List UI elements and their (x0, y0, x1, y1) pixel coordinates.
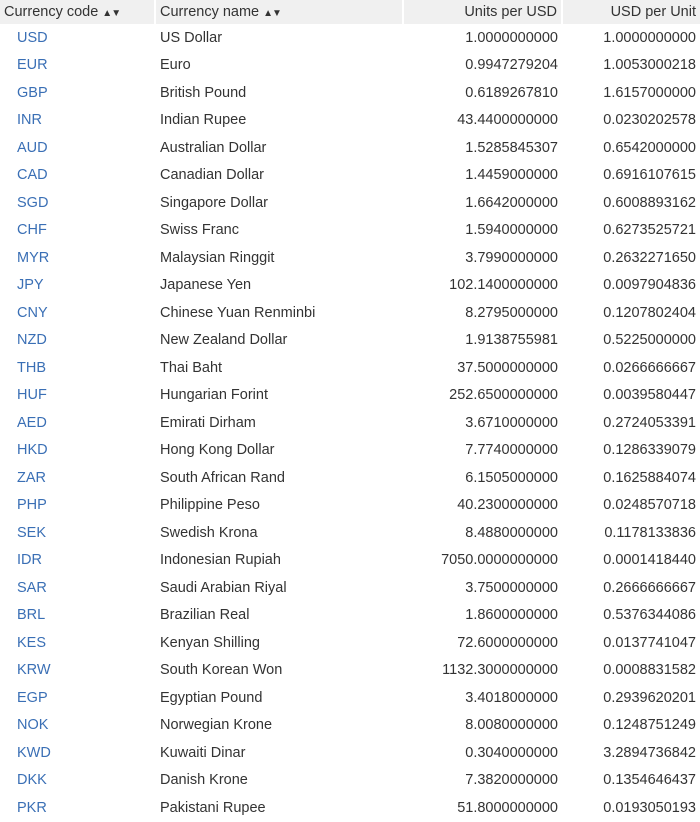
currency-code-link[interactable]: BRL (17, 607, 46, 624)
table-header (0, 0, 700, 24)
units-per-usd-cell: 40.2300000000 (457, 497, 558, 514)
table-row (0, 602, 700, 630)
currency-name-cell: Japanese Yen (160, 277, 252, 294)
usd-per-unit-cell: 0.2939620201 (603, 689, 696, 706)
table-row (0, 244, 700, 272)
usd-per-unit-cell: 0.5376344086 (603, 607, 696, 624)
currency-name-cell: Canadian Dollar (160, 167, 264, 184)
currency-name-cell: South Korean Won (160, 662, 283, 679)
table-row (0, 629, 700, 657)
units-per-usd-cell: 3.6710000000 (465, 414, 558, 431)
currency-name-cell: Swiss Franc (160, 222, 239, 239)
table-row (0, 107, 700, 135)
table-row (0, 52, 700, 80)
sort-arrows-icon[interactable]: ▲▼ (263, 8, 281, 19)
units-per-usd-cell: 1.8600000000 (465, 607, 558, 624)
usd-per-unit-cell: 0.6273525721 (603, 222, 696, 239)
currency-code-link[interactable]: NOK (17, 717, 49, 734)
units-per-usd-cell: 252.6500000000 (449, 387, 558, 404)
usd-per-unit-cell: 3.2894736842 (603, 744, 696, 761)
currency-name-cell: Malaysian Ringgit (160, 249, 275, 266)
units-per-usd-cell: 8.2795000000 (465, 304, 558, 321)
table-row (0, 767, 700, 795)
header-currency-code[interactable] (0, 0, 155, 24)
currency-name-cell: Chinese Yuan Renminbi (160, 304, 316, 321)
table-row (0, 299, 700, 327)
currency-name-cell: Egyptian Pound (160, 689, 263, 706)
table-row (0, 217, 700, 245)
currency-code-link[interactable]: EUR (17, 57, 48, 74)
currency-name-cell: Norwegian Krone (160, 717, 273, 734)
units-per-usd-cell: 3.7500000000 (465, 579, 558, 596)
usd-per-unit-cell: 0.0193050193 (603, 799, 696, 816)
currency-name-cell: New Zealand Dollar (160, 332, 288, 349)
currency-code-link[interactable]: GBP (17, 84, 48, 101)
units-per-usd-cell: 1.6642000000 (465, 194, 558, 211)
currency-name-cell: Euro (160, 57, 191, 74)
units-per-usd-cell: 1.0000000000 (465, 29, 558, 46)
units-per-usd-cell: 1.5940000000 (465, 222, 558, 239)
currency-code-link[interactable]: USD (17, 29, 48, 46)
currency-code-link[interactable]: CHF (17, 222, 47, 239)
usd-per-unit-cell: 0.0097904836 (603, 277, 696, 294)
units-per-usd-cell: 43.4400000000 (457, 112, 558, 129)
table-row (0, 327, 700, 355)
currency-name-cell: Australian Dollar (160, 139, 267, 156)
currency-name-cell: Singapore Dollar (160, 194, 269, 211)
table-row (0, 272, 700, 300)
usd-per-unit-cell: 0.0001418440 (603, 552, 696, 569)
table-row (0, 79, 700, 107)
currency-name-cell: US Dollar (160, 29, 223, 46)
table-row (0, 134, 700, 162)
header-row (0, 0, 700, 24)
sort-arrows-icon[interactable]: ▲▼ (102, 8, 121, 19)
currency-code-link[interactable]: CNY (17, 304, 48, 321)
units-per-usd-cell: 37.5000000000 (457, 359, 558, 376)
usd-per-unit-cell: 0.1354646437 (603, 772, 696, 789)
table-row (0, 189, 700, 217)
currency-name-cell: Saudi Arabian Riyal (160, 579, 287, 596)
currency-code-link[interactable]: IDR (17, 552, 42, 569)
table-row (0, 162, 700, 190)
currency-name-cell: Thai Baht (160, 359, 223, 376)
units-per-usd-cell: 8.0080000000 (465, 717, 558, 734)
units-per-usd-cell: 72.6000000000 (457, 634, 558, 651)
currency-name-cell: Kuwaiti Dinar (160, 744, 246, 761)
units-per-usd-cell: 8.4880000000 (465, 524, 558, 541)
currency-code-link[interactable]: DKK (17, 772, 47, 789)
currency-code-link[interactable]: AED (17, 414, 47, 431)
currency-code-link[interactable]: MYR (17, 249, 50, 266)
units-per-usd-cell: 7050.0000000000 (441, 552, 558, 569)
table-row (0, 464, 700, 492)
currency-code-link[interactable]: PKR (17, 799, 47, 816)
usd-per-unit-cell: 0.1248751249 (603, 717, 696, 734)
usd-per-unit-cell: 0.2666666667 (603, 579, 696, 596)
currency-name-cell: Hong Kong Dollar (160, 442, 275, 459)
units-per-usd-cell: 1.9138755981 (465, 332, 558, 349)
currency-code-link[interactable]: ZAR (17, 469, 46, 486)
currency-code-link[interactable]: THB (17, 359, 46, 376)
units-per-usd-cell: 102.1400000000 (449, 277, 558, 294)
table-row (0, 547, 700, 575)
table-row (0, 24, 700, 52)
usd-per-unit-cell: 0.6542000000 (603, 139, 696, 156)
currency-name-cell: Danish Krone (160, 772, 248, 789)
currency-name-cell: Emirati Dirham (160, 414, 256, 431)
usd-per-unit-cell: 0.0248570718 (603, 497, 696, 514)
table-row (0, 492, 700, 520)
units-per-usd-cell: 1.5285845307 (465, 139, 558, 156)
usd-per-unit-cell: 1.0000000000 (603, 29, 696, 46)
currency-code-link[interactable]: SAR (17, 579, 47, 596)
currency-name-cell: Pakistani Rupee (160, 799, 266, 816)
currency-code-link[interactable]: KWD (17, 744, 51, 761)
units-per-usd-cell: 0.9947279204 (465, 57, 558, 74)
usd-per-unit-cell: 0.6916107615 (603, 167, 696, 184)
usd-per-unit-cell: 0.1625884074 (603, 469, 696, 486)
table-row (0, 519, 700, 547)
usd-per-unit-cell: 0.0008831582 (603, 662, 696, 679)
units-per-usd-cell: 51.8000000000 (457, 799, 558, 816)
currency-name-cell: Brazilian Real (160, 607, 250, 624)
units-per-usd-cell: 7.3820000000 (465, 772, 558, 789)
usd-per-unit-cell: 1.0053000218 (603, 57, 696, 74)
usd-per-unit-cell: 0.0039580447 (603, 387, 696, 404)
table-row (0, 574, 700, 602)
currency-code-link[interactable]: HKD (17, 442, 48, 459)
units-per-usd-cell: 0.3040000000 (465, 744, 558, 761)
table-row (0, 409, 700, 437)
currency-name-cell: British Pound (160, 84, 247, 101)
currency-code-link[interactable]: SEK (17, 524, 47, 541)
usd-per-unit-cell: 0.0266666667 (603, 359, 696, 376)
currency-code-link[interactable]: CAD (17, 167, 48, 184)
currency-code-link[interactable]: KRW (17, 662, 51, 679)
units-per-usd-cell: 3.4018000000 (465, 689, 558, 706)
currency-name-cell: Hungarian Forint (160, 387, 268, 404)
table-row (0, 684, 700, 712)
units-per-usd-cell: 1.4459000000 (465, 167, 558, 184)
currency-name-cell: Swedish Krona (160, 524, 258, 541)
header-units-per-usd: Units per USD (403, 0, 562, 24)
currency-code-link[interactable]: PHP (17, 497, 47, 514)
table-row (0, 739, 700, 767)
usd-per-unit-cell: 0.0230202578 (603, 112, 696, 129)
currency-name-cell: Kenyan Shilling (160, 634, 260, 651)
usd-per-unit-cell: 0.2632271650 (603, 249, 696, 266)
currency-code-link[interactable]: JPY (17, 277, 44, 294)
currency-code-link[interactable]: EGP (17, 689, 48, 706)
table-row (0, 437, 700, 465)
currency-name-cell: South African Rand (160, 469, 285, 486)
units-per-usd-cell: 7.7740000000 (465, 442, 558, 459)
currency-name-cell: Indonesian Rupiah (160, 552, 281, 569)
table-body (0, 24, 700, 822)
usd-per-unit-cell: 0.2724053391 (603, 414, 696, 431)
header-currency-code-label: Currency code (4, 4, 99, 20)
units-per-usd-cell: 6.1505000000 (465, 469, 558, 486)
table-row (0, 712, 700, 740)
currency-code-link[interactable]: SGD (17, 194, 49, 211)
usd-per-unit-cell: 0.5225000000 (603, 332, 696, 349)
usd-per-unit-cell: 0.1207802404 (603, 304, 696, 321)
table-row (0, 657, 700, 685)
usd-per-unit-cell: 0.0137741047 (603, 634, 696, 651)
currency-code-link[interactable]: AUD (17, 139, 48, 156)
currency-name-cell: Indian Rupee (160, 112, 247, 129)
usd-per-unit-cell: 1.6157000000 (603, 84, 696, 101)
usd-per-unit-cell: 0.1286339079 (603, 442, 696, 459)
currency-code-link[interactable]: NZD (17, 332, 47, 349)
currency-code-link[interactable]: KES (17, 634, 47, 651)
units-per-usd-cell: 3.7990000000 (465, 249, 558, 266)
units-per-usd-cell: 1132.3000000000 (442, 662, 558, 679)
header-currency-name-label: Currency name (160, 4, 260, 20)
header-usd-per-unit: USD per Unit (562, 0, 700, 24)
header-currency-name[interactable] (155, 0, 403, 24)
usd-per-unit-cell: 0.6008893162 (603, 194, 696, 211)
usd-per-unit-cell: 0.1178133836 (604, 524, 696, 541)
table-row (0, 382, 700, 410)
table-row (0, 794, 700, 822)
units-per-usd-cell: 0.6189267810 (465, 84, 558, 101)
currency-name-cell: Philippine Peso (160, 497, 260, 514)
currency-code-link[interactable]: INR (17, 112, 42, 129)
currency-code-link[interactable]: HUF (17, 387, 47, 404)
table-row (0, 354, 700, 382)
